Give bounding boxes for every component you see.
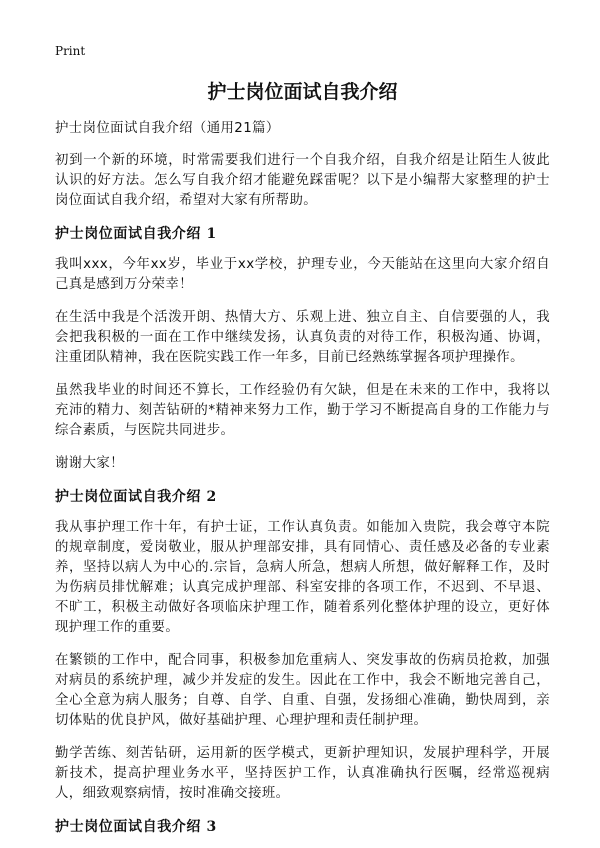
section-2 [55,487,550,804]
section-paragraph: 在生活中我是个活泼开朗、热情大方、乐观上进、独立自主、自信要强的人，我会把我积极的一面在工作中继续发扬，认真负责的对待工作，积极沟通、协调，注重团队精神，我在医院实践工作一年多，目前已经熟练掌握各项护理操作。 [55,310,550,365]
page-title: 护士岗位面试自我介绍 [207,81,398,103]
section-paragraph: 在繁锁的工作中，配合同事，积极参加危重病人、突发事故的伤病员抢救，加强对病员的系统护理，减少并发症的发生。因此在工作中，我会不断地完善自己，全心全意为病人服务；自尊、自学、自重、自强，发扬细心准确，勤快周到，亲切体贴的优良护风，做好基础护理、心理护理和责任制护理。 [55,653,550,728]
section-1 [55,224,550,474]
section-heading: 护士岗位面试自我介绍 1 [55,226,217,242]
section-paragraph: 我叫xxx，今年xx岁，毕业于xx学校，护理专业，今天能站在这里向大家介绍自己真是感到万分荣幸！ [55,257,550,292]
document-subtitle: 护士岗位面试自我介绍（通用21篇） [55,121,280,136]
section-heading: 护士岗位面试自我介绍 3 [55,819,217,835]
document-body [55,119,550,848]
print-link[interactable]: Print [55,44,86,58]
section-paragraph: 我从事护理工作十年，有护士证，工作认真负责。如能加入贵院，我会尊守本院的规章制度，爱岗敬业，服从护理部安排，具有同情心、责任感及必备的专业素养，坚持以病人为中心的.宗旨，急病人所急，想病人所想，做好解释工作，及时为伤病员排忧解难；认真完成护理部、科室安排的各项工作，不迟到、不早退、不旷工，积极主动做好各项临床护理工作，随着系列化整体护理的设立，更好体现护理工作的重要。 [55,520,550,635]
section-heading: 护士岗位面试自我介绍 2 [55,489,217,505]
section-paragraph: 谢谢大家！ [55,456,124,471]
intro-paragraph: 初到一个新的环境，时常需要我们进行一个自我介绍，自我介绍是让陌生人彼此认识的好方法。怎么写自我介绍才能避免踩雷呢？以下是小编帮大家整理的护士岗位面试自我介绍，希望对大家有所帮助。 [55,153,550,208]
section-paragraph: 虽然我毕业的时间还不算长，工作经验仍有欠缺，但是在未来的工作中，我将以充沛的精力、刻苦钻研的*精神来努力工作，勤于学习不断提高自身的工作能力与综合素质，与医院共同进步。 [55,383,550,438]
section-paragraph: 勤学苦练、刻苦钻研，运用新的医学模式，更新护理知识，发展护理科学，开展新技术，提高护理业务水平，坚持医护工作，认真准确执行医嘱，经常巡视病人，细致观察病情，按时准确交接班。 [55,746,550,801]
section-3 [55,817,550,837]
